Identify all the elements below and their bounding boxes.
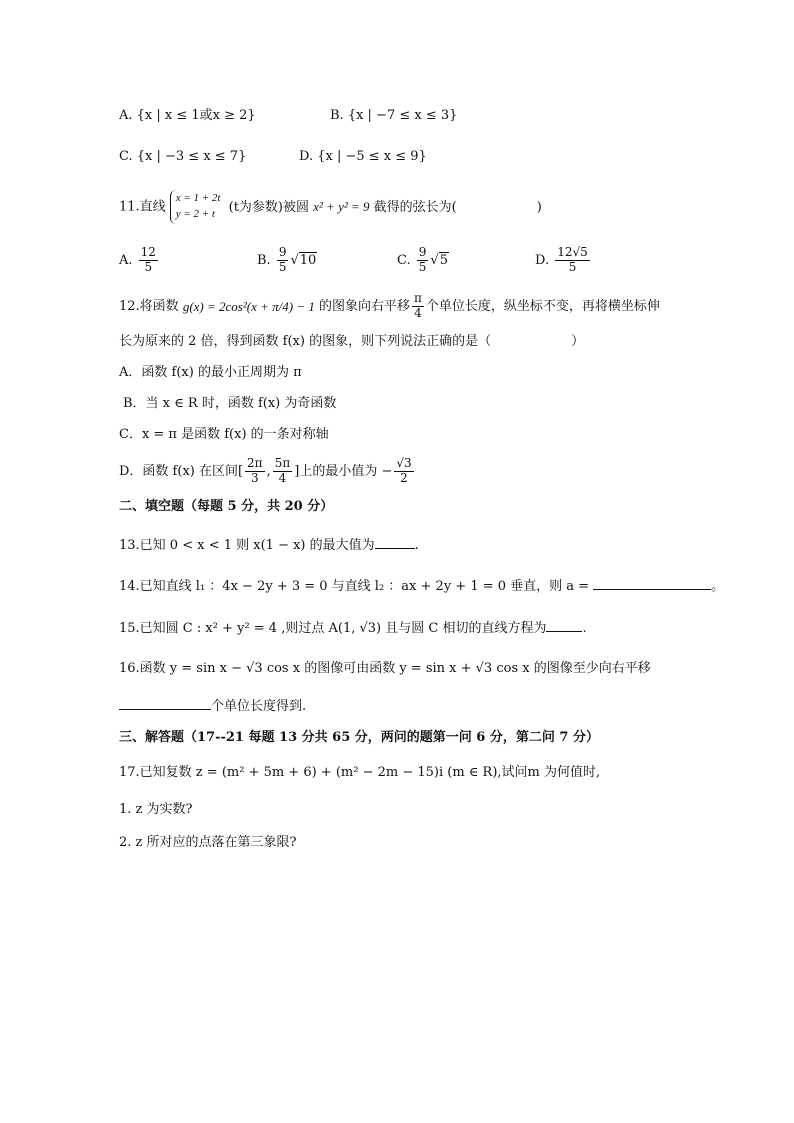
q13-answer-blank[interactable] bbox=[375, 537, 415, 549]
q12-option-d: D．函数 f(x) 在区间[ $\frac{2\pi}{3}$ , $\frac{5\pi}{4}$ ]上的最小值为 − $\frac{√3}{2}$ bbox=[119, 456, 412, 485]
q11-option-a-den: 5 bbox=[144, 259, 153, 274]
q16-answer-blank[interactable] bbox=[119, 698, 211, 710]
q12-option-d-bound-a bbox=[245, 457, 265, 486]
q11-option-b-den: 5 bbox=[278, 259, 287, 274]
q11-option-c: C. $\frac{9}{5}$ √5 bbox=[397, 245, 448, 274]
q11-option-c-num: 9 bbox=[418, 245, 427, 259]
q11-option-c-label: C. bbox=[397, 252, 411, 268]
q14-end: 。 bbox=[711, 579, 725, 594]
q12-option-a: A．函数 f(x) 的最小正周期为 π bbox=[119, 365, 302, 380]
q12-shift-fraction bbox=[412, 292, 424, 321]
q12-option-d-b-den: 4 bbox=[278, 470, 287, 485]
q11-option-d bbox=[535, 246, 592, 275]
q11-option-c-fraction bbox=[417, 246, 429, 275]
q12-function: g(x) = 2cos²(x + π/4) − 1 bbox=[182, 298, 315, 314]
q11-option-b-fraction bbox=[277, 246, 289, 275]
q14 bbox=[119, 578, 724, 593]
q13-text: 13.已知 0 < x < 1 则 x(1 − x) 的最大值为 bbox=[119, 538, 375, 553]
q12-rest: 个单位长度，纵坐标不变，再将横坐标伸 bbox=[425, 298, 660, 314]
q12-option-b: B．当 x ∈ R 时，函数 f(x) 为奇函数 bbox=[123, 396, 337, 411]
q10-option-a: A. {x | x ≤ 1或x ≥ 2} bbox=[119, 108, 256, 123]
q11-close-paren: ) bbox=[536, 199, 542, 215]
q10-option-c: C. {x | −3 ≤ x ≤ 7} bbox=[119, 149, 247, 164]
q11-option-a-fraction bbox=[139, 246, 158, 275]
q11-option-a bbox=[119, 246, 160, 275]
q12-shift-num: π bbox=[414, 291, 422, 305]
q11-option-d-fraction bbox=[555, 246, 590, 275]
q11-option-b-label: B. bbox=[257, 252, 271, 268]
q11-circle-equation: x² + y² = 9 bbox=[313, 198, 370, 214]
section-fill-in-heading: 二、填空题（每题 5 分，共 20 分） bbox=[119, 499, 334, 514]
q12-option-d-bound-b bbox=[273, 457, 293, 486]
q12-option-d-a-num: 2π bbox=[247, 456, 263, 470]
q12-option-d-v-num: √3 bbox=[396, 456, 412, 470]
q12-option-d-mid: ]上的最小值为 − bbox=[294, 463, 393, 479]
q11-param-note: (t为参数)被圆 bbox=[228, 199, 309, 215]
q12-option-d-pre: D．函数 f(x) 在区间[ bbox=[119, 463, 244, 479]
q16-line2-text: 个单位长度得到. bbox=[211, 699, 307, 714]
q13-end: . bbox=[414, 538, 419, 553]
q12-prefix: 12.将函数 bbox=[119, 298, 179, 314]
q12-option-d-b-num: 5π bbox=[274, 456, 291, 470]
q14-text: 14.已知直线 l₁ ：4x − 2y + 3 = 0 与直线 l₂ ：ax + 2y + 1 = 0 垂直，则 a = bbox=[119, 579, 590, 594]
q12-stem-line1 bbox=[119, 292, 660, 321]
q11-option-b-radicand: 10 bbox=[299, 252, 317, 268]
q11-stem bbox=[119, 190, 542, 224]
q11-option-b: B. $\frac{9}{5}$ √10 bbox=[257, 245, 317, 274]
q12-shift-den: 4 bbox=[414, 305, 422, 320]
q15-end: . bbox=[582, 621, 587, 636]
q11-option-c-radicand: 5 bbox=[439, 252, 448, 268]
section-solution-heading: 三、解答题（17--21 每题 13 分共 65 分，两问的题第一问 6 分，第二问 7 分） bbox=[119, 730, 599, 745]
q12-stem-line2 bbox=[119, 335, 584, 348]
q11-eq-x: x = 1 + 2t bbox=[175, 192, 221, 204]
q11-option-a-num: 12 bbox=[140, 245, 156, 259]
q12-option-d-value bbox=[394, 457, 413, 486]
q12-line2: 长为原来的 2 倍，得到函数 f(x) 的图象，则下列说法正确的是（ bbox=[119, 334, 492, 349]
q12-option-c: C．x = π 是函数 f(x) 的一条对称轴 bbox=[119, 427, 329, 442]
q11-option-a-label: A. bbox=[119, 252, 133, 268]
q10-option-d: D. {x | −5 ≤ x ≤ 9} bbox=[299, 149, 427, 164]
q14-answer-blank[interactable] bbox=[593, 578, 711, 590]
q11-parametric-system bbox=[170, 190, 221, 224]
q17-subquestion-1: 1. z 为实数? bbox=[119, 802, 193, 817]
q11-option-d-label: D. bbox=[535, 252, 550, 268]
q17-stem: 17.已知复数 z = (m² + 5m + 6) + (m² − 2m − 15)i (m ∈ R),试问m 为何值时, bbox=[119, 765, 601, 780]
q11-option-d-den: 5 bbox=[568, 259, 577, 274]
q12-shift-text: 的图象向右平移 bbox=[319, 298, 411, 314]
q11-prefix: 11.直线 bbox=[119, 199, 166, 215]
q15 bbox=[119, 620, 587, 635]
q10-option-b: B. {x | −7 ≤ x ≤ 3} bbox=[330, 108, 458, 123]
q13 bbox=[119, 537, 419, 552]
q16-line2 bbox=[119, 698, 306, 713]
q12-option-d-a-den: 3 bbox=[250, 470, 259, 485]
q12-option-d-v-den: 2 bbox=[400, 470, 408, 485]
q11-option-b-num: 9 bbox=[278, 245, 287, 259]
q11-option-d-num: 12√5 bbox=[557, 245, 588, 259]
q15-text: 15.已知圆 C : x² + y² = 4 ,则过点 A(1, √3) 且与圆 C 相切的直线方程为 bbox=[119, 621, 547, 636]
q12-close-paren: ） bbox=[571, 334, 585, 349]
q16-line1: 16.函数 y = sin x − √3 cos x 的图像可由函数 y = sin x + √3 cos x 的图像至少向右平移 bbox=[119, 661, 651, 676]
q15-answer-blank[interactable] bbox=[546, 620, 582, 632]
q11-option-c-den: 5 bbox=[418, 259, 427, 274]
q17-subquestion-2: 2. z 所对应的点落在第三象限? bbox=[119, 835, 297, 850]
q11-eq-y: y = 2 + t bbox=[175, 207, 215, 220]
q11-question-tail: 截得的弦长为( bbox=[373, 199, 457, 215]
